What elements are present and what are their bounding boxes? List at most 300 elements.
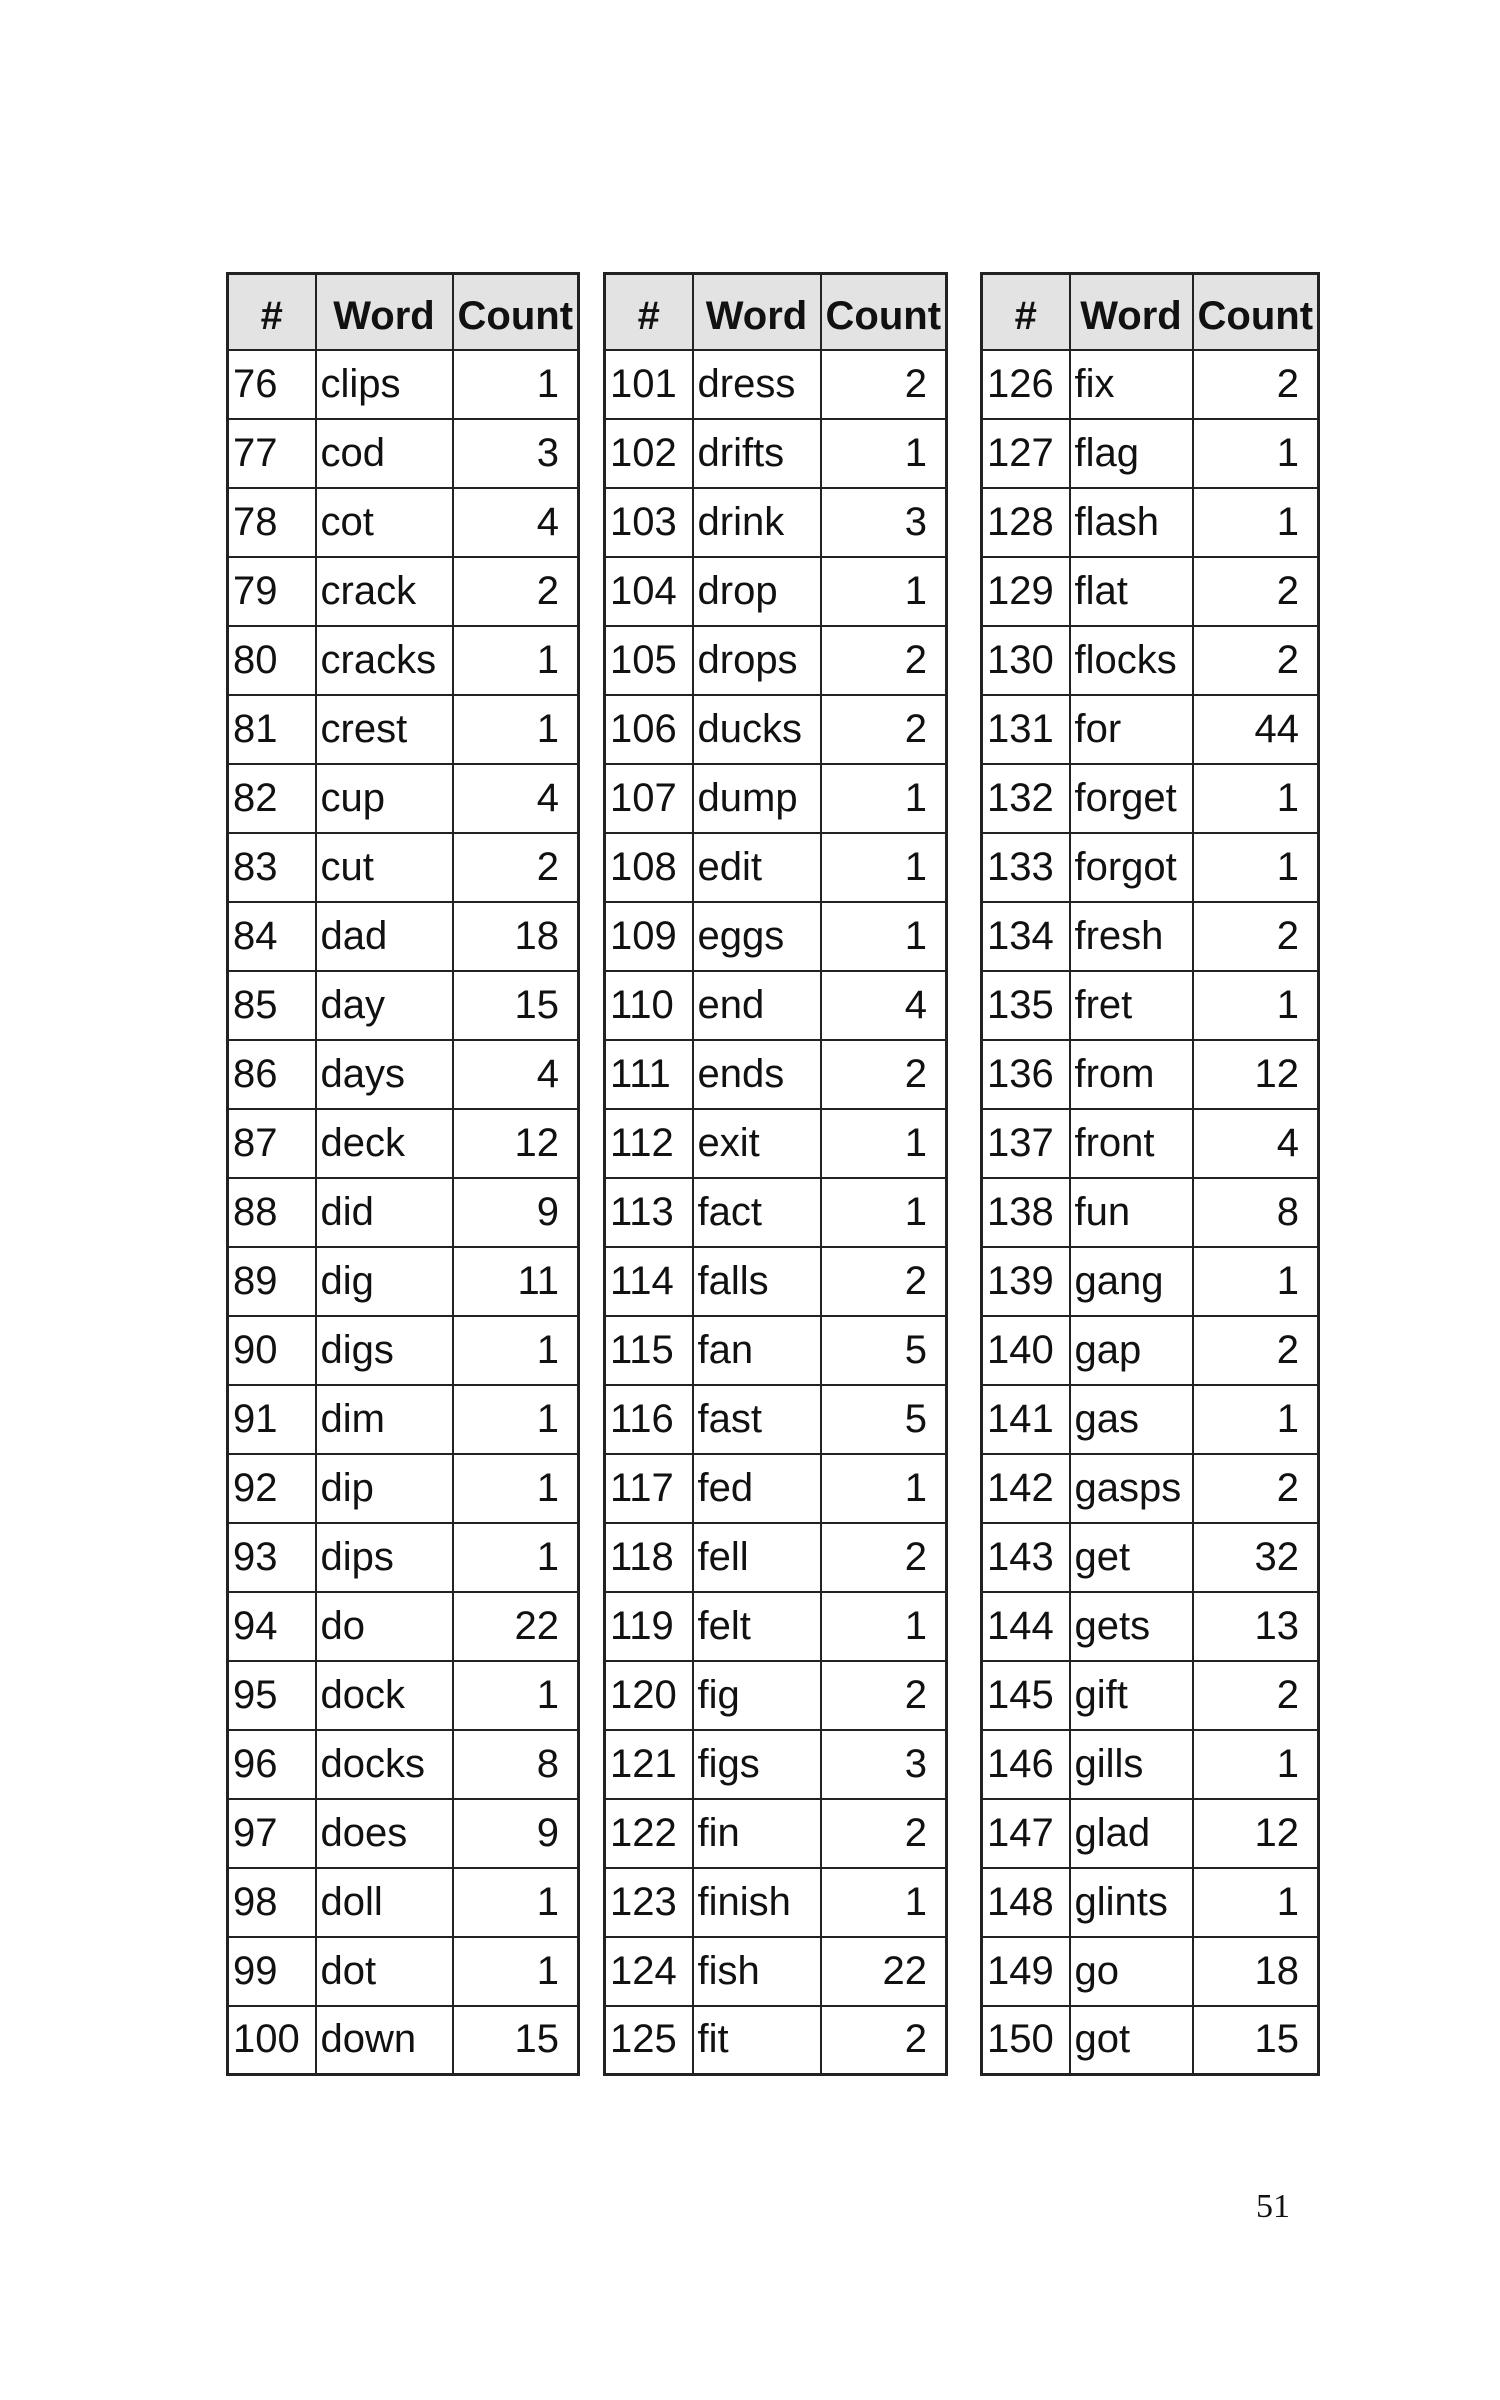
word-cell: glad	[1070, 1799, 1193, 1868]
table-row	[982, 1937, 1319, 2006]
row-number: 100	[228, 2006, 316, 2075]
count-cell: 2	[821, 626, 947, 695]
row-number: 103	[605, 488, 693, 557]
table-row	[605, 2006, 947, 2075]
table-row	[982, 1109, 1319, 1178]
row-number: 131	[982, 695, 1070, 764]
row-number: 79	[228, 557, 316, 626]
count-cell: 1	[453, 1868, 579, 1937]
header-count: Count	[1193, 274, 1319, 350]
table-row	[982, 833, 1319, 902]
row-number: 110	[605, 971, 693, 1040]
table-row	[982, 1316, 1319, 1385]
table-row	[605, 1661, 947, 1730]
word-cell: dress	[693, 350, 821, 419]
row-number: 129	[982, 557, 1070, 626]
word-cell: day	[316, 971, 453, 1040]
word-cell: fit	[693, 2006, 821, 2075]
word-cell: falls	[693, 1247, 821, 1316]
table-row	[228, 1454, 579, 1523]
row-number: 111	[605, 1040, 693, 1109]
row-number: 86	[228, 1040, 316, 1109]
count-cell: 2	[821, 2006, 947, 2075]
row-number: 98	[228, 1868, 316, 1937]
count-cell: 1	[1193, 971, 1319, 1040]
row-number: 87	[228, 1109, 316, 1178]
word-cell: fact	[693, 1178, 821, 1247]
word-cell: glints	[1070, 1868, 1193, 1937]
row-number: 101	[605, 350, 693, 419]
count-cell: 2	[1193, 1454, 1319, 1523]
word-cell: from	[1070, 1040, 1193, 1109]
table-row	[228, 1247, 579, 1316]
word-cell: gets	[1070, 1592, 1193, 1661]
table-row	[228, 1109, 579, 1178]
word-cell: finish	[693, 1868, 821, 1937]
row-number: 95	[228, 1661, 316, 1730]
word-cell: flag	[1070, 419, 1193, 488]
table-row	[605, 488, 947, 557]
table-row	[605, 1040, 947, 1109]
table-row	[605, 1316, 947, 1385]
count-cell: 2	[1193, 1316, 1319, 1385]
word-cell: fret	[1070, 971, 1193, 1040]
row-number: 128	[982, 488, 1070, 557]
table-row	[605, 557, 947, 626]
row-number: 96	[228, 1730, 316, 1799]
row-number: 127	[982, 419, 1070, 488]
table-row	[605, 1109, 947, 1178]
word-cell: crack	[316, 557, 453, 626]
word-cell: dump	[693, 764, 821, 833]
row-number: 109	[605, 902, 693, 971]
header-num: #	[605, 274, 693, 350]
word-cell: ducks	[693, 695, 821, 764]
word-cell: drop	[693, 557, 821, 626]
word-cell: cut	[316, 833, 453, 902]
word-cell: did	[316, 1178, 453, 1247]
row-number: 105	[605, 626, 693, 695]
table-row	[605, 1592, 947, 1661]
row-number: 83	[228, 833, 316, 902]
count-cell: 4	[1193, 1109, 1319, 1178]
row-number: 145	[982, 1661, 1070, 1730]
table-row	[982, 1247, 1319, 1316]
count-cell: 2	[453, 557, 579, 626]
word-count-table-2	[603, 272, 948, 2076]
word-cell: gasps	[1070, 1454, 1193, 1523]
row-number: 138	[982, 1178, 1070, 1247]
count-cell: 1	[453, 1454, 579, 1523]
table-row	[228, 971, 579, 1040]
row-number: 139	[982, 1247, 1070, 1316]
row-number: 126	[982, 350, 1070, 419]
row-number: 121	[605, 1730, 693, 1799]
header-count: Count	[821, 274, 947, 350]
table-row	[605, 833, 947, 902]
count-cell: 2	[821, 1523, 947, 1592]
word-cell: cod	[316, 419, 453, 488]
table-row	[605, 350, 947, 419]
count-cell: 2	[1193, 1661, 1319, 1730]
row-number: 85	[228, 971, 316, 1040]
table-row	[982, 2006, 1319, 2075]
word-cell: got	[1070, 2006, 1193, 2075]
count-cell: 1	[1193, 1385, 1319, 1454]
table-row	[982, 764, 1319, 833]
table-row	[228, 1592, 579, 1661]
table-row	[228, 1868, 579, 1937]
word-cell: forget	[1070, 764, 1193, 833]
table-row	[605, 971, 947, 1040]
row-number: 119	[605, 1592, 693, 1661]
count-cell: 2	[1193, 902, 1319, 971]
table-row	[982, 1523, 1319, 1592]
table-row	[982, 350, 1319, 419]
word-cell: fed	[693, 1454, 821, 1523]
count-cell: 2	[821, 1799, 947, 1868]
table-row	[605, 1178, 947, 1247]
row-number: 82	[228, 764, 316, 833]
count-cell: 13	[1193, 1592, 1319, 1661]
count-cell: 1	[453, 1661, 579, 1730]
table-row	[228, 350, 579, 419]
table-row	[605, 1730, 947, 1799]
header-num: #	[982, 274, 1070, 350]
row-number: 106	[605, 695, 693, 764]
table-row	[228, 1730, 579, 1799]
word-count-table-1	[226, 272, 580, 2076]
word-cell: felt	[693, 1592, 821, 1661]
count-cell: 5	[821, 1385, 947, 1454]
row-number: 144	[982, 1592, 1070, 1661]
word-cell: does	[316, 1799, 453, 1868]
row-number: 92	[228, 1454, 316, 1523]
row-number: 147	[982, 1799, 1070, 1868]
word-count-table-3	[980, 272, 1320, 2076]
count-cell: 1	[453, 1523, 579, 1592]
count-cell: 1	[821, 833, 947, 902]
row-number: 118	[605, 1523, 693, 1592]
table-row	[982, 1799, 1319, 1868]
table-header-row	[605, 274, 947, 350]
word-cell: fix	[1070, 350, 1193, 419]
row-number: 150	[982, 2006, 1070, 2075]
count-cell: 4	[453, 1040, 579, 1109]
row-number: 84	[228, 902, 316, 971]
count-cell: 11	[453, 1247, 579, 1316]
word-cell: drifts	[693, 419, 821, 488]
table-row	[228, 557, 579, 626]
word-cell: eggs	[693, 902, 821, 971]
table-row	[228, 1178, 579, 1247]
word-cell: do	[316, 1592, 453, 1661]
header-word: Word	[693, 274, 821, 350]
count-cell: 3	[453, 419, 579, 488]
row-number: 99	[228, 1937, 316, 2006]
count-cell: 2	[821, 350, 947, 419]
row-number: 116	[605, 1385, 693, 1454]
header-word: Word	[316, 274, 453, 350]
count-cell: 15	[453, 2006, 579, 2075]
count-cell: 1	[821, 1868, 947, 1937]
word-cell: deck	[316, 1109, 453, 1178]
count-cell: 4	[453, 764, 579, 833]
table-row	[982, 1385, 1319, 1454]
row-number: 141	[982, 1385, 1070, 1454]
table-row	[982, 419, 1319, 488]
word-cell: gap	[1070, 1316, 1193, 1385]
row-number: 149	[982, 1937, 1070, 2006]
word-cell: get	[1070, 1523, 1193, 1592]
count-cell: 1	[453, 1316, 579, 1385]
word-cell: go	[1070, 1937, 1193, 2006]
count-cell: 18	[1193, 1937, 1319, 2006]
table-row	[228, 833, 579, 902]
count-cell: 12	[1193, 1040, 1319, 1109]
word-cell: cup	[316, 764, 453, 833]
count-cell: 9	[453, 1799, 579, 1868]
page-number: 51	[1256, 2188, 1290, 2225]
header-num: #	[228, 274, 316, 350]
word-cell: clips	[316, 350, 453, 419]
table-row	[228, 488, 579, 557]
row-number: 102	[605, 419, 693, 488]
word-cell: dot	[316, 1937, 453, 2006]
count-cell: 2	[821, 695, 947, 764]
word-cell: flat	[1070, 557, 1193, 626]
row-number: 88	[228, 1178, 316, 1247]
table-row	[605, 1454, 947, 1523]
table-row	[982, 1661, 1319, 1730]
row-number: 81	[228, 695, 316, 764]
table-row	[228, 1040, 579, 1109]
row-number: 89	[228, 1247, 316, 1316]
word-cell: dim	[316, 1385, 453, 1454]
table-row	[605, 1799, 947, 1868]
count-cell: 5	[821, 1316, 947, 1385]
table-row	[605, 1385, 947, 1454]
count-cell: 18	[453, 902, 579, 971]
count-cell: 2	[821, 1040, 947, 1109]
word-cell: dips	[316, 1523, 453, 1592]
word-cell: gas	[1070, 1385, 1193, 1454]
word-cell: figs	[693, 1730, 821, 1799]
count-cell: 1	[453, 1937, 579, 2006]
table-row	[982, 626, 1319, 695]
row-number: 115	[605, 1316, 693, 1385]
table-row	[982, 1178, 1319, 1247]
word-cell: forgot	[1070, 833, 1193, 902]
word-cell: fast	[693, 1385, 821, 1454]
count-cell: 1	[453, 695, 579, 764]
word-cell: days	[316, 1040, 453, 1109]
word-cell: ends	[693, 1040, 821, 1109]
row-number: 117	[605, 1454, 693, 1523]
count-cell: 1	[1193, 764, 1319, 833]
count-cell: 1	[1193, 1868, 1319, 1937]
count-cell: 8	[1193, 1178, 1319, 1247]
count-cell: 1	[1193, 1247, 1319, 1316]
count-cell: 1	[1193, 833, 1319, 902]
count-cell: 1	[453, 626, 579, 695]
row-number: 76	[228, 350, 316, 419]
row-number: 133	[982, 833, 1070, 902]
word-cell: flash	[1070, 488, 1193, 557]
table-row	[982, 902, 1319, 971]
count-cell: 1	[821, 1454, 947, 1523]
row-number: 120	[605, 1661, 693, 1730]
row-number: 77	[228, 419, 316, 488]
table-row	[982, 1868, 1319, 1937]
row-number: 94	[228, 1592, 316, 1661]
table-row	[982, 1730, 1319, 1799]
count-cell: 4	[821, 971, 947, 1040]
count-cell: 1	[821, 764, 947, 833]
row-number: 137	[982, 1109, 1070, 1178]
word-cell: gift	[1070, 1661, 1193, 1730]
word-cell: fun	[1070, 1178, 1193, 1247]
count-cell: 1	[1193, 1730, 1319, 1799]
row-number: 107	[605, 764, 693, 833]
table-row	[605, 419, 947, 488]
count-cell: 1	[453, 1385, 579, 1454]
word-cell: cracks	[316, 626, 453, 695]
word-cell: gang	[1070, 1247, 1193, 1316]
count-cell: 1	[1193, 419, 1319, 488]
word-cell: fell	[693, 1523, 821, 1592]
table-row	[605, 902, 947, 971]
table-row	[228, 764, 579, 833]
row-number: 114	[605, 1247, 693, 1316]
row-number: 140	[982, 1316, 1070, 1385]
row-number: 90	[228, 1316, 316, 1385]
header-word: Word	[1070, 274, 1193, 350]
table-row	[228, 2006, 579, 2075]
table-header-row	[228, 274, 579, 350]
count-cell: 22	[453, 1592, 579, 1661]
word-cell: docks	[316, 1730, 453, 1799]
count-cell: 3	[821, 488, 947, 557]
table-row	[982, 1454, 1319, 1523]
word-cell: fish	[693, 1937, 821, 2006]
table-row	[228, 419, 579, 488]
count-cell: 1	[821, 902, 947, 971]
word-cell: cot	[316, 488, 453, 557]
word-cell: down	[316, 2006, 453, 2075]
word-cell: gills	[1070, 1730, 1193, 1799]
table-row	[605, 1937, 947, 2006]
word-cell: digs	[316, 1316, 453, 1385]
table-row	[228, 626, 579, 695]
row-number: 122	[605, 1799, 693, 1868]
word-cell: exit	[693, 1109, 821, 1178]
count-cell: 12	[1193, 1799, 1319, 1868]
word-cell: dig	[316, 1247, 453, 1316]
count-cell: 1	[821, 1592, 947, 1661]
word-cell: flocks	[1070, 626, 1193, 695]
word-cell: drink	[693, 488, 821, 557]
table-row	[982, 488, 1319, 557]
table-row	[228, 1937, 579, 2006]
count-cell: 1	[821, 1109, 947, 1178]
table-row	[982, 971, 1319, 1040]
count-cell: 15	[1193, 2006, 1319, 2075]
row-number: 132	[982, 764, 1070, 833]
count-cell: 2	[821, 1247, 947, 1316]
count-cell: 12	[453, 1109, 579, 1178]
word-cell: for	[1070, 695, 1193, 764]
table-row	[228, 1523, 579, 1592]
count-cell: 22	[821, 1937, 947, 2006]
row-number: 80	[228, 626, 316, 695]
count-cell: 2	[1193, 626, 1319, 695]
table-row	[982, 695, 1319, 764]
table-row	[228, 1316, 579, 1385]
count-cell: 2	[1193, 557, 1319, 626]
word-cell: doll	[316, 1868, 453, 1937]
count-cell: 9	[453, 1178, 579, 1247]
row-number: 78	[228, 488, 316, 557]
table-row	[982, 557, 1319, 626]
row-number: 91	[228, 1385, 316, 1454]
count-cell: 1	[821, 557, 947, 626]
row-number: 124	[605, 1937, 693, 2006]
table-row	[605, 764, 947, 833]
count-cell: 1	[821, 1178, 947, 1247]
word-cell: front	[1070, 1109, 1193, 1178]
row-number: 108	[605, 833, 693, 902]
word-cell: end	[693, 971, 821, 1040]
row-number: 104	[605, 557, 693, 626]
count-cell: 2	[821, 1661, 947, 1730]
count-cell: 4	[453, 488, 579, 557]
row-number: 130	[982, 626, 1070, 695]
row-number: 97	[228, 1799, 316, 1868]
table-row	[982, 1040, 1319, 1109]
table-row	[605, 626, 947, 695]
table-row	[982, 1592, 1319, 1661]
count-cell: 32	[1193, 1523, 1319, 1592]
count-cell: 1	[453, 350, 579, 419]
count-cell: 1	[821, 419, 947, 488]
word-cell: dip	[316, 1454, 453, 1523]
table-row	[605, 1523, 947, 1592]
word-cell: fresh	[1070, 902, 1193, 971]
word-cell: dock	[316, 1661, 453, 1730]
table-row	[228, 1799, 579, 1868]
table-row	[605, 1868, 947, 1937]
header-count: Count	[453, 274, 579, 350]
table-header-row	[982, 274, 1319, 350]
row-number: 125	[605, 2006, 693, 2075]
count-cell: 44	[1193, 695, 1319, 764]
count-cell: 2	[453, 833, 579, 902]
row-number: 146	[982, 1730, 1070, 1799]
row-number: 112	[605, 1109, 693, 1178]
word-cell: fig	[693, 1661, 821, 1730]
table-row	[228, 695, 579, 764]
row-number: 113	[605, 1178, 693, 1247]
word-cell: fan	[693, 1316, 821, 1385]
word-cell: crest	[316, 695, 453, 764]
row-number: 135	[982, 971, 1070, 1040]
count-cell: 8	[453, 1730, 579, 1799]
word-cell: drops	[693, 626, 821, 695]
count-cell: 3	[821, 1730, 947, 1799]
row-number: 134	[982, 902, 1070, 971]
word-cell: edit	[693, 833, 821, 902]
